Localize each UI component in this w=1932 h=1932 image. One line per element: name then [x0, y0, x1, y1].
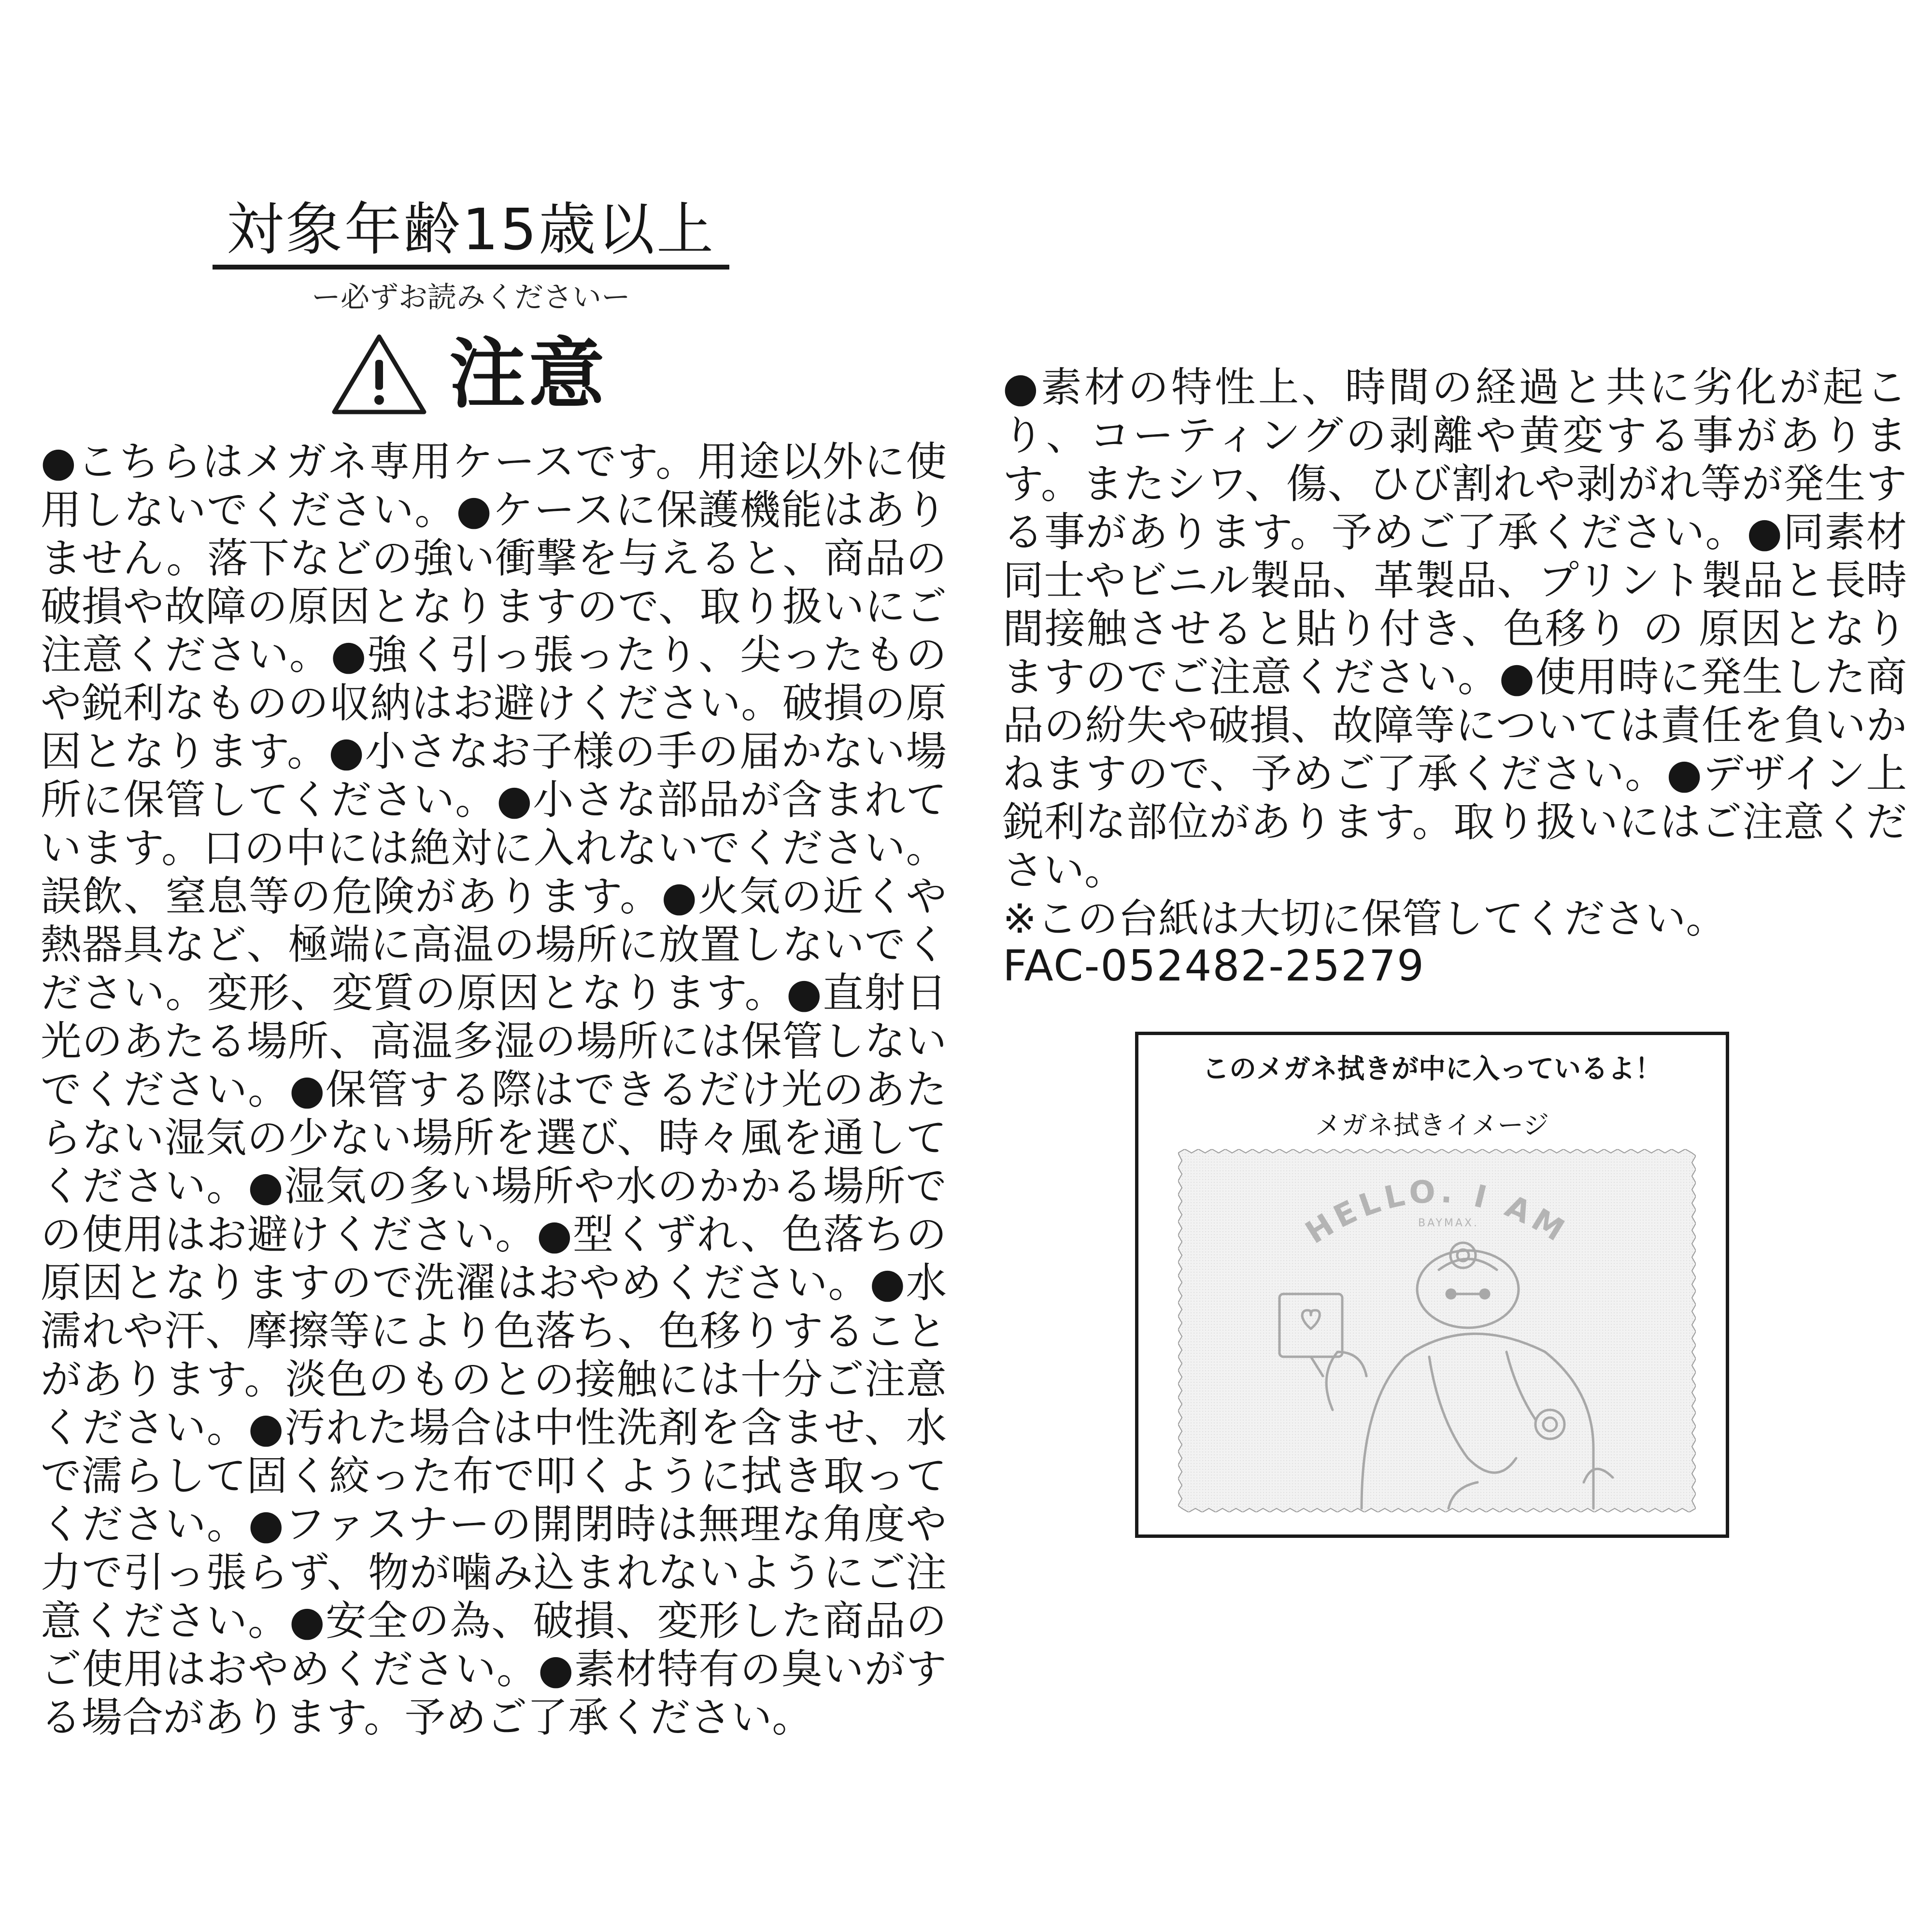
age-title: 対象年齢15歳以上	[226, 196, 716, 263]
cloth-caption: このメガネ拭きが中に入っているよ！	[1202, 1053, 1662, 1085]
cleaning-cloth-image	[1178, 1149, 1696, 1512]
caution-text-right: ●素材の特性上、時間の経過と共に劣化が起こり、コーティングの剥離や黄変する事があります。またシワ、傷、ひび割れや剥がれ等が発生する事があります。予めご了承ください。●同素材同士やビニル製品、革製品、プリント製品と長時間接触させると貼り付き、色移り の 原因となりますのでご注意ください。●使用時に発生した商品の紛失や破損、故障等については責任を負いかねますので、予めご了承ください。●デザイン上鋭利な部位があります。取り扱いにはご注意ください。	[1003, 364, 1907, 894]
cloth-name: BAYMAX.	[1418, 1217, 1479, 1229]
title-underline	[213, 265, 729, 270]
product-code: FAC-052482-25279	[1003, 941, 1425, 991]
cloth-headline: HELLO. I AM	[1299, 1173, 1575, 1251]
keep-card-note: ※この台紙は大切に保管してください。	[1003, 895, 1727, 942]
caution-text-left: ●こちらはメガネ専用ケースです。用途以外に使用しないでください。●ケースに保護機能はありません。落下などの強い衝撃を与えると、商品の破損や故障の原因となりますので、取り扱いにご注意ください。●強く引っ張ったり、尖ったものや鋭利なものの収納はお避けください。破損の原因となります。●小さなお子様の手の届かない場所に保管してください。●小さな部品が含まれています。口の中には絶対に入れないでください。誤飲、窒息等の危険があります。●火気の近くや熱器具など、極端に高温の場所に放置しないでください。変形、変質の原因となります。●直射日光のあたる場所、高温多湿の場所には保管しないでください。●保管する際はできるだけ光のあたらない湿気の少ない場所を選び、時々風を通してください。●湿気の多い場所や水のかかる場所での使用はお避けください。●型くずれ、色落ちの原因となりますので洗濯はおやめください。●水濡れや汗、摩擦等により色落ち、色移りすることがあります。淡色のものとの接触には十分ご注意ください。●汚れた場合は中性洗剤を含ませ、水で濡らして固く絞った布で叩くように拭き取ってください。●ファスナーの開閉時は無理な角度や力で引っ張らず、物が噛み込まれないようにご注意ください。●安全の為、破損、変形した商品のご使用はおやめください。●素材特有の臭いがする場合があります。予めご了承ください。	[41, 438, 947, 1741]
warning-label: 注意	[449, 330, 608, 419]
read-note: ー必ずお読みくださいー	[312, 281, 630, 314]
warning-heading	[328, 328, 608, 420]
cloth-subcaption: メガネ拭きイメージ	[1315, 1110, 1549, 1140]
cleaning-cloth-panel	[1135, 1032, 1729, 1538]
warning-triangle-icon	[328, 331, 430, 418]
